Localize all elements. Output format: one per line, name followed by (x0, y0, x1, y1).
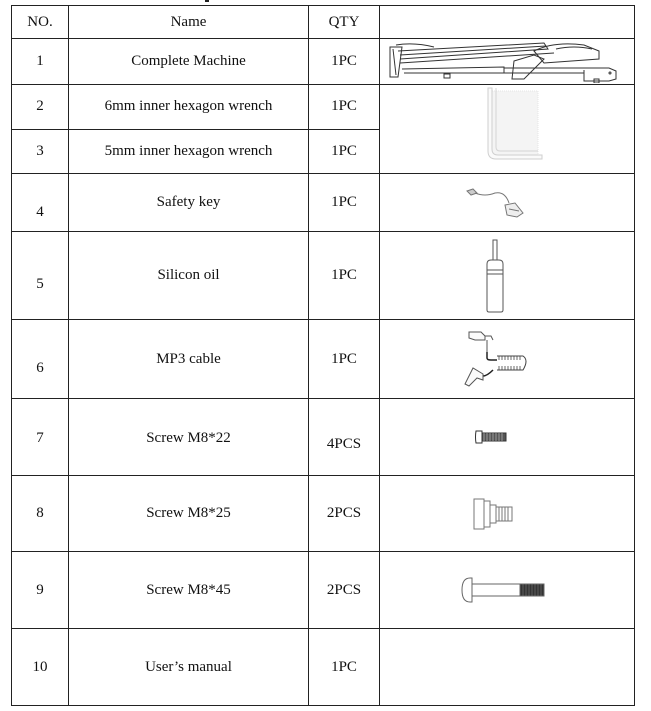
row-no: 8 (12, 476, 69, 552)
table-row (12, 629, 635, 706)
table-row (12, 39, 635, 85)
row-no: 5 (12, 232, 69, 320)
table-row (12, 399, 635, 476)
row-qty: 1PC (309, 232, 380, 320)
parts-list-table (11, 5, 635, 706)
row-qty: 4PCS (309, 399, 380, 476)
table-row (12, 174, 635, 232)
row-no: 10 (12, 629, 69, 706)
table-row (12, 476, 635, 552)
row-qty: 1PC (309, 629, 380, 706)
row-name: 6mm inner hexagon wrench (69, 85, 309, 130)
row-name: Safety key (69, 174, 309, 232)
row-image (380, 39, 635, 85)
header-name: Name (69, 6, 309, 39)
row-image (380, 476, 635, 552)
row-no: 1 (12, 39, 69, 85)
shoulder-screw-icon (472, 497, 516, 531)
row-image (380, 629, 635, 706)
row-name: Screw M8*22 (69, 399, 309, 476)
header-no: NO. (12, 6, 69, 39)
row-name: Screw M8*45 (69, 552, 309, 629)
row-no: 3 (12, 129, 69, 174)
table-row (12, 232, 635, 320)
row-qty: 2PCS (309, 476, 380, 552)
row-name: 5mm inner hexagon wrench (69, 129, 309, 174)
table-row (12, 85, 635, 130)
row-qty: 1PC (309, 174, 380, 232)
row-image (380, 320, 635, 399)
hex-wrench-icon (462, 85, 552, 173)
table-header-row (12, 6, 635, 39)
row-name: Screw M8*25 (69, 476, 309, 552)
row-name: User’s manual (69, 629, 309, 706)
row-image (380, 552, 635, 629)
row-qty: 1PC (309, 85, 380, 130)
long-bolt-icon (460, 576, 548, 604)
cropped-heading-fragment (0, 0, 651, 4)
row-no: 7 (12, 399, 69, 476)
row-name: MP3 cable (69, 320, 309, 399)
screw-short-icon (474, 429, 510, 445)
table-row (12, 552, 635, 629)
audio-cable-icon (463, 326, 533, 392)
row-no: 2 (12, 85, 69, 130)
row-name: Silicon oil (69, 232, 309, 320)
row-qty: 1PC (309, 320, 380, 399)
row-name: Complete Machine (69, 39, 309, 85)
row-no: 6 (12, 320, 69, 399)
table-row (12, 320, 635, 399)
row-qty: 1PC (309, 39, 380, 85)
header-image (380, 6, 635, 39)
row-qty: 1PC (309, 129, 380, 174)
oil-bottle-icon (483, 238, 507, 314)
row-image (380, 174, 635, 232)
row-image (380, 85, 635, 174)
row-qty: 2PCS (309, 552, 380, 629)
row-image (380, 232, 635, 320)
row-no: 9 (12, 552, 69, 629)
safety-key-icon (465, 183, 545, 223)
header-qty: QTY (309, 6, 380, 39)
treadmill-icon (384, 41, 630, 83)
row-image (380, 399, 635, 476)
row-no: 4 (12, 174, 69, 232)
